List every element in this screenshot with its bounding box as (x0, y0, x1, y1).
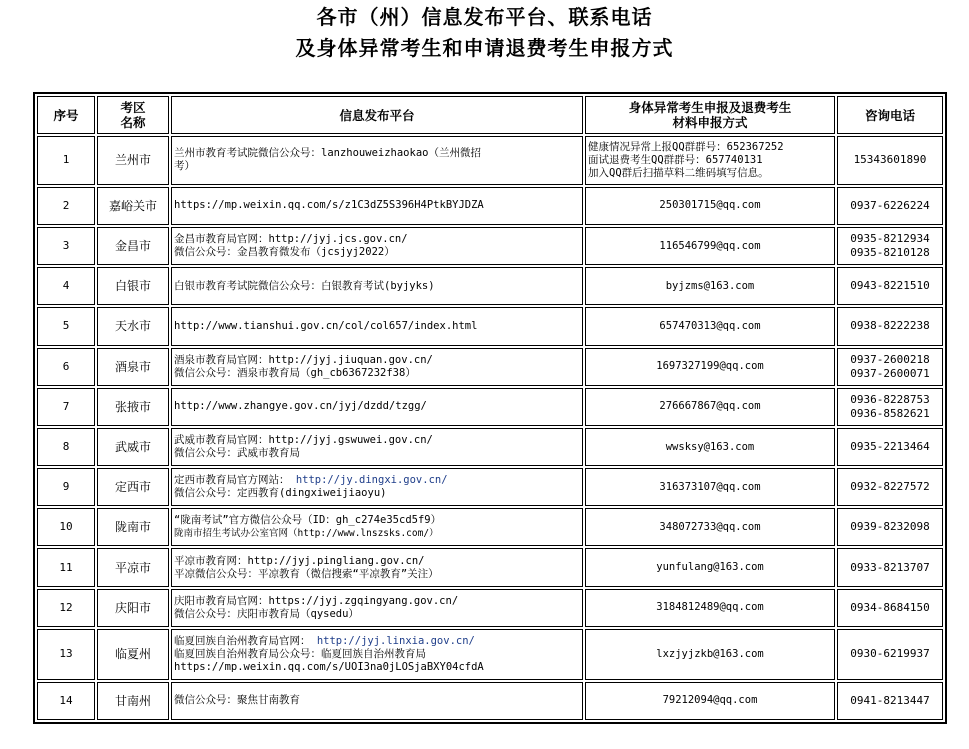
cell-city: 白银市 (97, 267, 169, 305)
cell-city: 临夏州 (97, 629, 169, 680)
cell-num: 12 (37, 589, 95, 627)
header-material-line1: 身体异常考生申报及退费考生 (628, 100, 792, 115)
platform-line-1 (174, 694, 580, 707)
cell-phone (837, 682, 943, 720)
platform-line-1 (174, 354, 580, 367)
cell-platform (171, 682, 583, 720)
phone-line-2: 0935-8210128 (850, 246, 930, 260)
cell-num: 5 (37, 307, 95, 345)
cell-num: 9 (37, 468, 95, 506)
cell-city: 平凉市 (97, 548, 169, 586)
cell-phone (837, 348, 943, 386)
cell-material (585, 468, 835, 506)
material-line-3: 加入QQ群后扫描草料二维码填写信息。 (588, 166, 769, 179)
table-row (37, 682, 943, 720)
cell-num: 10 (37, 508, 95, 546)
platform-line-1 (174, 400, 580, 413)
platform-text: “陇南考试”官方微信公众号（ID：gh_c274e35cd5f9） (174, 514, 442, 527)
platform-text: 酒泉市教育局官网：http://jyj.jiuquan.gov.cn/ (174, 353, 433, 366)
header-material (585, 96, 835, 134)
table-row (37, 388, 943, 426)
cell-num: 6 (37, 348, 95, 386)
platform-line-1 (174, 595, 580, 608)
cell-num: 7 (37, 388, 95, 426)
cell-city: 兰州市 (97, 136, 169, 185)
material-line-1: 3184812489@qq.com (656, 601, 764, 614)
platform-text: 兰州市教育考试院微信公众号：lanzhouweizhaokao（兰州微招 (174, 147, 481, 160)
cell-phone (837, 227, 943, 265)
table-row (37, 589, 943, 627)
table-row (37, 227, 943, 265)
cell-city: 陇南市 (97, 508, 169, 546)
platform-text: 微信公众号：聚焦甘南教育 (174, 694, 300, 707)
platform-text: http://www.zhangye.gov.cn/jyj/dzdd/tzgg/ (174, 400, 427, 413)
page-title-line-1: 各市（州）信息发布平台、联系电话 (316, 5, 653, 29)
material-line-1: 276667867@qq.com (659, 400, 761, 413)
phone-line-1: 0935-2213464 (850, 440, 930, 454)
cell-platform (171, 468, 583, 506)
platform-text: 临夏回族自治州教育局官网： (174, 634, 311, 647)
platform-text: http://www.tianshui.gov.cn/col/col657/index.html (174, 319, 478, 332)
cell-num: 14 (37, 682, 95, 720)
material-line-1: wwsksy@163.com (665, 440, 755, 453)
table-row (37, 428, 943, 466)
platform-line-1 (174, 280, 580, 293)
material-line-1: yunfulang@163.com (656, 561, 764, 574)
cell-phone (837, 267, 943, 305)
cell-phone (837, 468, 943, 506)
cell-material (585, 682, 835, 720)
phone-line-1: 0930-6219937 (850, 647, 930, 661)
cell-phone (837, 136, 943, 185)
table-row (37, 187, 943, 225)
platform-line-1 (174, 555, 580, 568)
platform-line-2: 微信公众号：庆阳市教育局（qysedu） (174, 607, 359, 620)
cell-platform (171, 428, 583, 466)
cell-material (585, 348, 835, 386)
platform-text: 庆阳市教育局官网：https://jyj.zgqingyang.gov.cn/ (174, 594, 459, 607)
cell-platform (171, 187, 583, 225)
header-num: 序号 (37, 96, 95, 134)
cell-num: 4 (37, 267, 95, 305)
cell-platform (171, 307, 583, 345)
platform-line-2: 微信公众号：武威市教育局 (174, 447, 300, 460)
cell-num: 8 (37, 428, 95, 466)
header-material-line2: 材料申报方式 (672, 115, 748, 130)
platform-line-2: 平凉微信公众号：平凉教育（微信搜索“平凉教育”关注） (174, 567, 439, 580)
header-region-line1: 考区 (120, 100, 146, 115)
platform-line-2: 临夏回族自治州教育局公众号：临夏回族自治州教育局 (174, 647, 426, 660)
material-line-1: 健康情况异常上报QQ群群号：652367252 (588, 140, 784, 153)
cell-platform (171, 508, 583, 546)
cell-city: 张掖市 (97, 388, 169, 426)
phone-line-1: 0938-8222238 (850, 319, 930, 333)
platform-text: 定西市教育局官方网站： (174, 474, 290, 487)
cell-city: 金昌市 (97, 227, 169, 265)
material-line-1: 79212094@qq.com (662, 694, 758, 707)
cell-num: 1 (37, 136, 95, 185)
phone-line-1: 0943-8221510 (850, 279, 930, 293)
table-row (37, 307, 943, 345)
cell-city: 甘南州 (97, 682, 169, 720)
header-region (97, 96, 169, 134)
cell-platform (171, 136, 583, 185)
phone-line-1: 0937-2600218 (850, 352, 930, 366)
phone-line-1: 0935-8212934 (850, 232, 930, 246)
cell-platform (171, 267, 583, 305)
cell-phone (837, 388, 943, 426)
cell-platform (171, 227, 583, 265)
cell-material (585, 388, 835, 426)
material-line-1: 657470313@qq.com (659, 319, 761, 332)
cell-city: 定西市 (97, 468, 169, 506)
cell-city: 酒泉市 (97, 348, 169, 386)
cell-material (585, 508, 835, 546)
platform-text: 平凉市教育网：http://jyj.pingliang.gov.cn/ (174, 554, 425, 567)
phone-line-1: 0933-8213707 (850, 560, 930, 574)
phone-line-1: 15343601890 (853, 153, 927, 167)
cell-num: 13 (37, 629, 95, 680)
cell-city: 武威市 (97, 428, 169, 466)
platform-link[interactable]: http://jy.dingxi.gov.cn/ (295, 474, 448, 487)
platform-line-1 (174, 320, 580, 333)
contact-table (35, 94, 945, 722)
table-row (37, 508, 943, 546)
platform-line-2: 微信公众号：定西教育(dingxiweijiaoyu) (174, 487, 387, 500)
cell-num: 11 (37, 548, 95, 586)
table-row (37, 267, 943, 305)
table-row (37, 348, 943, 386)
cell-platform (171, 589, 583, 627)
platform-text: 武威市教育局官网：http://jyj.gswuwei.gov.cn/ (174, 434, 433, 447)
cell-phone (837, 307, 943, 345)
cell-num: 2 (37, 187, 95, 225)
cell-material (585, 227, 835, 265)
phone-line-1: 0934-8684150 (850, 600, 930, 614)
phone-line-1: 0936-8228753 (850, 392, 930, 406)
cell-phone (837, 548, 943, 586)
platform-text: 金昌市教育局官网：http://jyj.jcs.gov.cn/ (174, 233, 408, 246)
header-phone: 咨询电话 (837, 96, 943, 134)
table-row (37, 548, 943, 586)
page-title-line-2: 及身体异常考生和申请退费考生申报方式 (295, 36, 674, 60)
cell-num: 3 (37, 227, 95, 265)
table-header-row (37, 96, 943, 134)
cell-city: 天水市 (97, 307, 169, 345)
table-row (37, 136, 943, 185)
platform-line-2: 微信公众号：金昌教育微发布（jcsjyj2022） (174, 246, 395, 259)
platform-line-3: https://mp.weixin.qq.com/s/UOI3na0jLOSjaBXY04cfdA (174, 660, 484, 673)
platform-line-1 (174, 635, 580, 648)
cell-platform (171, 548, 583, 586)
platform-text: https://mp.weixin.qq.com/s/z1C3dZ5S396H4PtkBYJDZA (174, 199, 484, 212)
header-region-line2: 名称 (120, 115, 146, 130)
material-line-1: byjzms@163.com (665, 279, 755, 292)
contact-table-frame (33, 92, 947, 724)
platform-line-2: 考） (174, 160, 195, 173)
phone-line-1: 0939-8232098 (850, 520, 930, 534)
platform-line-1 (174, 233, 580, 246)
cell-phone (837, 589, 943, 627)
cell-material (585, 428, 835, 466)
material-line-1: 116546799@qq.com (659, 239, 761, 252)
phone-line-1: 0932-8227572 (850, 480, 930, 494)
platform-line-1 (174, 434, 580, 447)
cell-material (585, 629, 835, 680)
cell-city: 嘉峪关市 (97, 187, 169, 225)
platform-link[interactable]: http://jyj.linxia.gov.cn/ (316, 634, 475, 647)
platform-line-1 (174, 514, 580, 527)
cell-phone (837, 428, 943, 466)
cell-phone (837, 629, 943, 680)
material-line-1: 316373107@qq.com (659, 480, 761, 493)
platform-line-2: 微信公众号：酒泉市教育局（gh_cb6367232f38） (174, 366, 416, 379)
phone-line-1: 0937-6226224 (850, 198, 930, 212)
cell-material (585, 548, 835, 586)
table-row (37, 468, 943, 506)
material-line-2: 面试退费考生QQ群群号：657740131 (588, 153, 763, 166)
phone-line-2: 0937-2600071 (850, 366, 930, 380)
material-line-1: 250301715@qq.com (659, 199, 761, 212)
phone-line-2: 0936-8582621 (850, 406, 930, 420)
phone-line-1: 0941-8213447 (850, 693, 930, 707)
cell-material (585, 307, 835, 345)
table-row (37, 629, 943, 680)
cell-platform (171, 348, 583, 386)
cell-material (585, 589, 835, 627)
platform-line-1 (174, 474, 580, 487)
cell-platform (171, 629, 583, 680)
cell-city: 庆阳市 (97, 589, 169, 627)
cell-platform (171, 388, 583, 426)
header-platform: 信息发布平台 (171, 96, 583, 134)
platform-text: 白银市教育考试院微信公众号：白银教育考试(byjyks) (174, 279, 435, 292)
cell-material (585, 136, 835, 185)
material-line-1: 1697327199@qq.com (656, 360, 764, 373)
platform-line-1 (174, 147, 580, 160)
cell-phone (837, 508, 943, 546)
cell-material (585, 267, 835, 305)
platform-line-1 (174, 199, 580, 212)
material-line-1: 348072733@qq.com (659, 520, 761, 533)
cell-phone (837, 187, 943, 225)
material-line-1: lxzjyjzkb@163.com (656, 647, 764, 660)
cell-material (585, 187, 835, 225)
platform-line-2: 陇南市招生考试办公室官网（http://www.lnszsks.com/） (174, 528, 439, 540)
